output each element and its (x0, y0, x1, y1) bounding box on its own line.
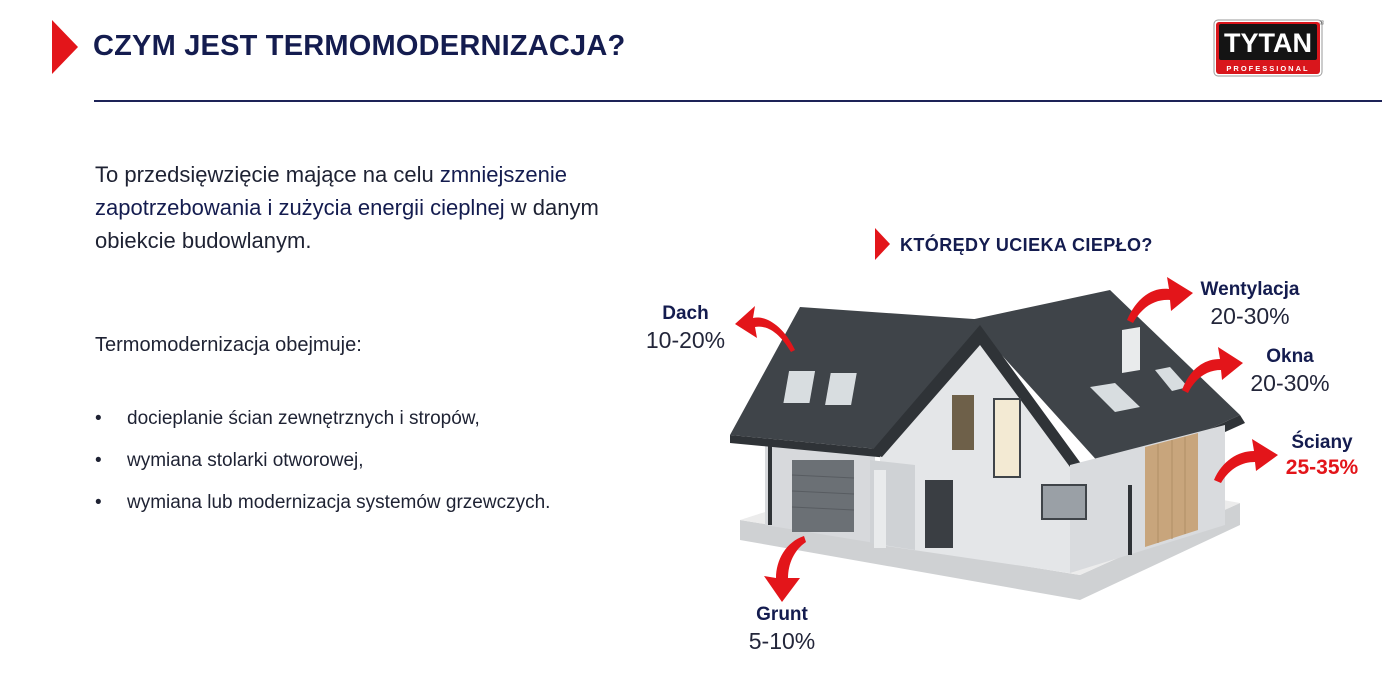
list-item-text: docieplanie ścian zewnętrznych i stropów, (127, 408, 480, 429)
label-wentylacja-value: 20-30% (1210, 303, 1290, 329)
intro-highlight: zmniejszenie zapotrzebowania i zużycia energii cieplnej (95, 162, 568, 220)
title-marker-triangle (52, 20, 78, 74)
label-dach-name: Dach (662, 303, 709, 324)
label-grunt-name: Grunt (756, 604, 808, 625)
list-item-text: wymiana lub modernizacja systemów grzewczych. (127, 492, 551, 513)
subtitle-marker-triangle (875, 228, 890, 260)
page-title: CZYM JEST TERMOMODERNIZACJA? (93, 30, 626, 62)
infographic-title: KTÓRĘDY UCIEKA CIEPŁO? (900, 235, 1153, 255)
window-heat-arrow-icon (1180, 345, 1245, 395)
header-divider (94, 100, 1382, 102)
label-grunt-value: 5-10% (748, 628, 816, 654)
intro-text-start: To przedsięwzięcie mające na celu (95, 162, 440, 187)
svg-text:TYTAN: TYTAN (1224, 28, 1312, 58)
list-item-text: wymiana stolarki otworowej, (127, 450, 364, 471)
ventilation-heat-arrow-icon (1125, 275, 1195, 325)
intro-text-end: w danym obiekcie budowlanym. (95, 195, 599, 253)
tytan-logo (1213, 19, 1325, 77)
label-sciany-name: Ściany (1291, 432, 1353, 453)
svg-text:®: ® (1319, 21, 1324, 27)
label-sciany (1272, 432, 1372, 480)
bullet-icon: • (95, 408, 102, 429)
label-okna (1240, 346, 1340, 397)
ground-heat-arrow-icon (758, 532, 808, 604)
intro-paragraph (95, 158, 655, 257)
bullet-icon: • (95, 450, 102, 471)
bullet-icon: • (95, 492, 102, 513)
label-dach-value: 10-20% (645, 327, 726, 353)
label-okna-value: 20-30% (1250, 370, 1330, 396)
label-wentylacja-name: Wentylacja (1200, 279, 1300, 300)
label-okna-name: Okna (1266, 346, 1314, 367)
scope-heading: Termomodernizacja obejmuje: (95, 334, 362, 356)
wall-heat-arrow-icon (1212, 435, 1280, 485)
label-sciany-value: 25-35% (1285, 456, 1359, 479)
svg-text:PROFESSIONAL: PROFESSIONAL (1226, 64, 1310, 73)
label-dach (643, 303, 728, 354)
label-wentylacja (1190, 279, 1310, 330)
roof-heat-arrow-icon (735, 300, 800, 355)
label-grunt (737, 604, 827, 655)
